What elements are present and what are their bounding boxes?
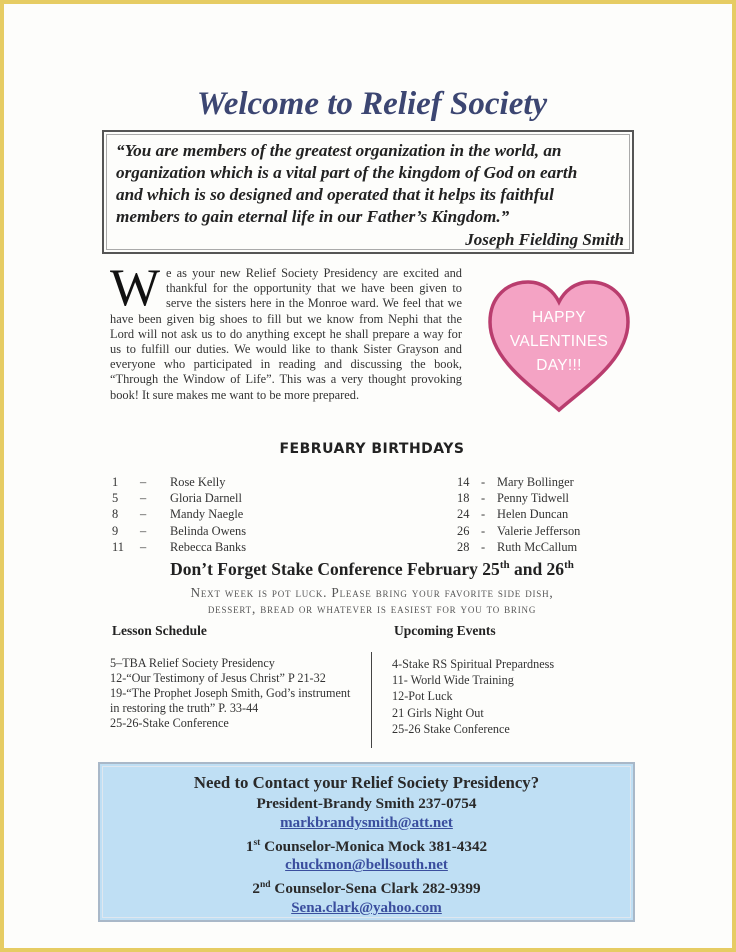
heart-line: HAPPY: [531, 309, 587, 326]
quote-line: members to gain eternal life in our Father’s Kingdom.”: [116, 207, 510, 226]
lesson-schedule-list: [110, 656, 360, 731]
first-counselor-line: [100, 834, 633, 857]
birthday-name: Penny Tidwell: [497, 491, 569, 506]
birthday-name: Mandy Naegle: [170, 507, 244, 522]
president-email-link[interactable]: markbrandysmith@att.net: [280, 814, 453, 831]
list-item: 21 Girls Night Out: [392, 705, 484, 720]
quote-text: [116, 140, 624, 228]
birthday-day: 11: [112, 539, 124, 554]
birthday-separator: –: [140, 475, 147, 489]
birthday-row: [457, 524, 580, 540]
birthday-separator: -: [481, 475, 486, 489]
birthday-separator: -: [481, 491, 486, 506]
list-item: 19-“The Prophet Joseph Smith, God’s instrument in restoring the truth” P. 33-44: [110, 686, 351, 715]
birthday-name: Gloria Darnell: [170, 491, 242, 506]
birthday-day: 26: [457, 523, 470, 538]
quote-line: “You are members of the greatest organization in the world, an: [116, 141, 562, 160]
contact-heading: Need to Contact your Relief Society Presidency?: [193, 773, 540, 792]
second-counselor-line: [100, 876, 633, 899]
birthday-day: 5: [112, 491, 119, 506]
list-item: 25-26-Stake Conference: [110, 716, 229, 730]
birthday-separator: –: [140, 523, 147, 538]
potluck-line: dessert, bread or whatever is easiest for you to bring: [207, 601, 537, 616]
birthdays-heading: FEBRUARY BIRTHDAYS: [279, 441, 465, 457]
upcoming-events-list: [392, 656, 642, 737]
list-item: 4-Stake RS Spiritual Prepardness: [392, 657, 555, 671]
birthday-row: [112, 540, 246, 556]
birthday-name: Ruth McCallum: [497, 539, 578, 554]
birthday-row: [457, 475, 580, 491]
reminder-text: Don’t Forget Stake Conference February 25: [170, 559, 500, 579]
page-title: Welcome to Relief Society: [196, 86, 548, 122]
birthday-row: [457, 540, 580, 556]
lesson-schedule-heading: Lesson Schedule: [112, 623, 207, 638]
birthday-day: 8: [112, 507, 119, 522]
birthday-day: 14: [457, 475, 470, 489]
birthday-separator: –: [140, 491, 147, 506]
birthday-separator: –: [140, 539, 147, 554]
birthday-name: Mary Bollinger: [497, 475, 574, 489]
list-item: 5–TBA Relief Society Presidency: [110, 656, 275, 670]
upcoming-events-heading: Upcoming Events: [394, 623, 496, 638]
heart-greeting: [484, 306, 634, 378]
birthdays-list-right: [457, 475, 580, 556]
list-item: 12-“Our Testimony of Jesus Christ” P 21-32: [110, 671, 326, 685]
birthday-day: 24: [457, 507, 470, 522]
list-item: 12-Pot Luck: [392, 689, 453, 704]
ordinal-number: 2: [252, 880, 261, 898]
quote-author: Joseph Fielding Smith: [465, 230, 624, 249]
birthday-name: Valerie Jefferson: [497, 523, 581, 538]
list-item: 11- World Wide Training: [392, 673, 514, 688]
birthday-separator: -: [481, 539, 486, 554]
birthday-separator: -: [481, 507, 486, 522]
birthday-separator: –: [140, 507, 147, 522]
birthday-name: Helen Duncan: [497, 507, 569, 522]
quote-box: [102, 130, 634, 254]
birthday-name: Rose Kelly: [170, 475, 226, 489]
quote-line: organization which is a vital part of the kingdom of God on earth: [116, 163, 578, 182]
birthday-row: [112, 491, 246, 507]
potluck-notice: [4, 585, 736, 617]
potluck-line: Next week is pot luck. Please bring your favorite side dish,: [190, 585, 554, 600]
drop-cap: W: [110, 259, 161, 317]
intro-text: e as your new Relief Society Presidency are excited and thankful for the opportunity that we have been given to serve the sisters here in the Monroe ward. We feel that we have been given big shoes to fill but we know from Nephi that the Lord will not ask us to do anything except he shall prepare a way for us to fulfill our duties. We would like to thank Sister Grayson and everyone who participated in reading and discussing the book, “Through the Window of Life”. This was a very thought provoking book! It sure makes me want to be more prepared.: [110, 266, 462, 402]
heart-line: VALENTINES: [509, 333, 609, 350]
birthday-row: [457, 491, 580, 507]
heart-line: DAY!!!: [536, 357, 582, 374]
ordinal-suffix: nd: [260, 880, 271, 891]
birthday-day: 18: [457, 491, 470, 506]
birthdays-list-left: [112, 475, 246, 556]
birthday-separator: -: [481, 523, 486, 538]
birthday-day: 1: [112, 475, 119, 489]
birthday-day: 28: [457, 539, 470, 554]
ordinal-suffix: th: [499, 559, 510, 572]
birthday-name: Belinda Owens: [170, 523, 247, 538]
birthday-day: 9: [112, 523, 119, 538]
contact-box: [98, 762, 635, 922]
quote-line: and which is so designed and operated that it helps its faithful: [116, 185, 554, 204]
birthday-row: [112, 475, 246, 491]
column-divider: [371, 652, 372, 748]
first-counselor-email-link[interactable]: chuckmon@bellsouth.net: [285, 857, 448, 874]
second-counselor-email-link[interactable]: Sena.clark@yahoo.com: [291, 900, 442, 917]
birthday-name: Rebecca Banks: [170, 539, 247, 554]
intro-paragraph: [110, 259, 462, 403]
ordinal-suffix: st: [253, 837, 261, 848]
birthday-row: [112, 507, 246, 523]
ordinal-number: 1: [245, 837, 254, 855]
counselor-text: Counselor-Monica Mock 381-4342: [260, 837, 488, 855]
list-item: 25-26 Stake Conference: [392, 721, 510, 736]
ordinal-suffix: th: [564, 559, 574, 572]
birthday-row: [112, 524, 246, 540]
reminder-text: and 26: [509, 559, 565, 579]
counselor-text: Counselor-Sena Clark 282-9399: [270, 880, 481, 898]
birthday-row: [457, 507, 580, 523]
stake-conference-reminder: [4, 559, 736, 580]
president-line: President-Brandy Smith 237-0754: [256, 795, 477, 812]
